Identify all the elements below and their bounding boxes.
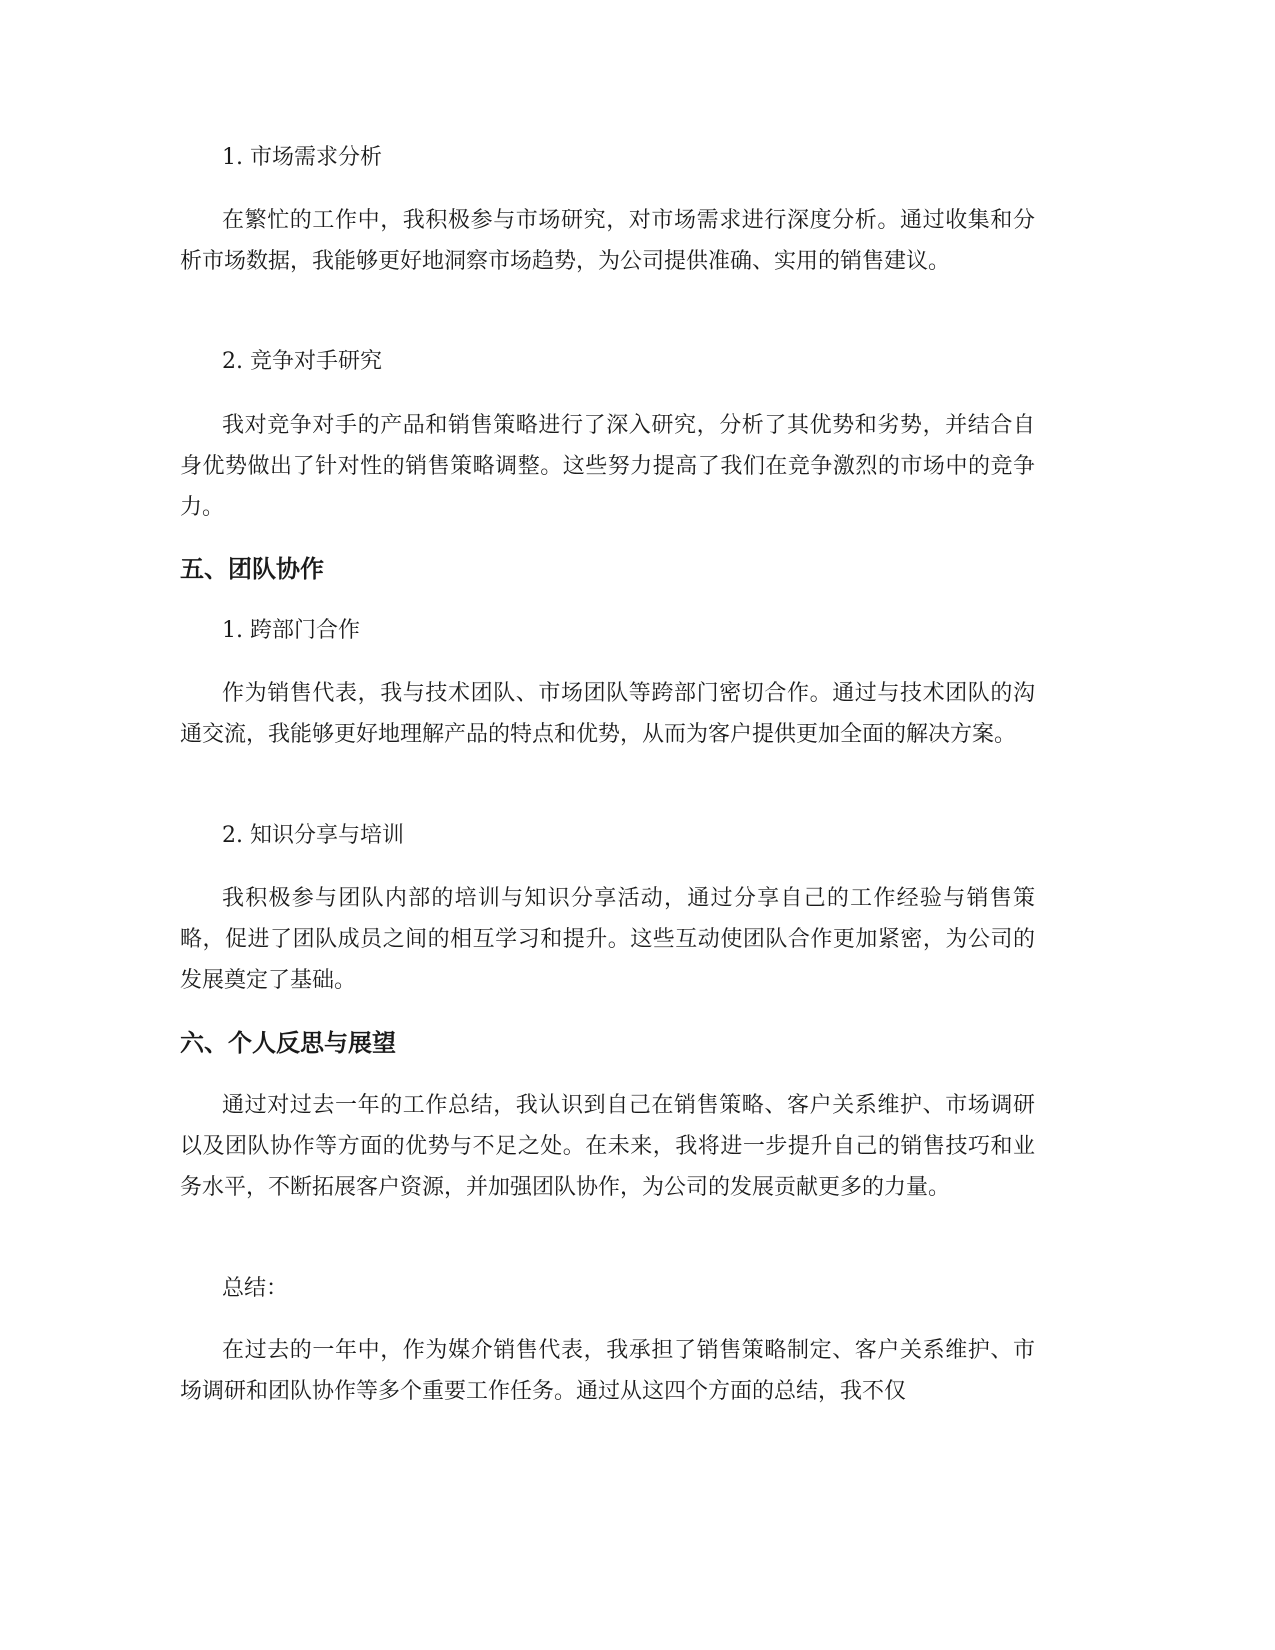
subsection-title-competitor-research: 2. 竞争对手研究 bbox=[222, 349, 382, 374]
section-heading-teamwork: 五、团队协作 bbox=[180, 555, 324, 583]
subsection-title-cross-department: 1. 跨部门合作 bbox=[222, 618, 360, 643]
paragraph-summary: 在过去的一年中，作为媒介销售代表，我承担了销售策略制定、客户关系维护、市场调研和团队协作等多个重要工作任务。通过从这四个方面的总结，我不仅 bbox=[180, 1338, 1035, 1404]
paragraph-market-demand: 在繁忙的工作中，我积极参与市场研究，对市场需求进行深度分析。通过收集和分析市场数据，我能够更好地洞察市场趋势，为公司提供准确、实用的销售建议。 bbox=[180, 208, 1035, 274]
paragraph-knowledge-sharing: 我积极参与团队内部的培训与知识分享活动，通过分享自己的工作经验与销售策略，促进了团队成员之间的相互学习和提升。这些互动使团队合作更加紧密，为公司的发展奠定了基础。 bbox=[180, 886, 1035, 993]
subsection-title-market-demand: 1. 市场需求分析 bbox=[222, 145, 382, 170]
paragraph-competitor-research: 我对竞争对手的产品和销售策略进行了深入研究，分析了其优势和劣势，并结合自身优势做出了针对性的销售策略调整。这些努力提高了我们在竞争激烈的市场中的竞争力。 bbox=[180, 413, 1035, 520]
subsection-title-knowledge-sharing: 2. 知识分享与培训 bbox=[222, 823, 404, 848]
summary-label: 总结： bbox=[222, 1276, 289, 1301]
paragraph-reflection: 通过对过去一年的工作总结，我认识到自己在销售策略、客户关系维护、市场调研以及团队协作等方面的优势与不足之处。在未来，我将进一步提升自己的销售技巧和业务水平，不断拓展客户资源，并加强团队协作，为公司的发展贡献更多的力量。 bbox=[180, 1093, 1035, 1200]
section-heading-reflection: 六、个人反思与展望 bbox=[180, 1029, 396, 1057]
paragraph-cross-department: 作为销售代表，我与技术团队、市场团队等跨部门密切合作。通过与技术团队的沟通交流，我能够更好地理解产品的特点和优势，从而为客户提供更加全面的解决方案。 bbox=[180, 681, 1035, 747]
